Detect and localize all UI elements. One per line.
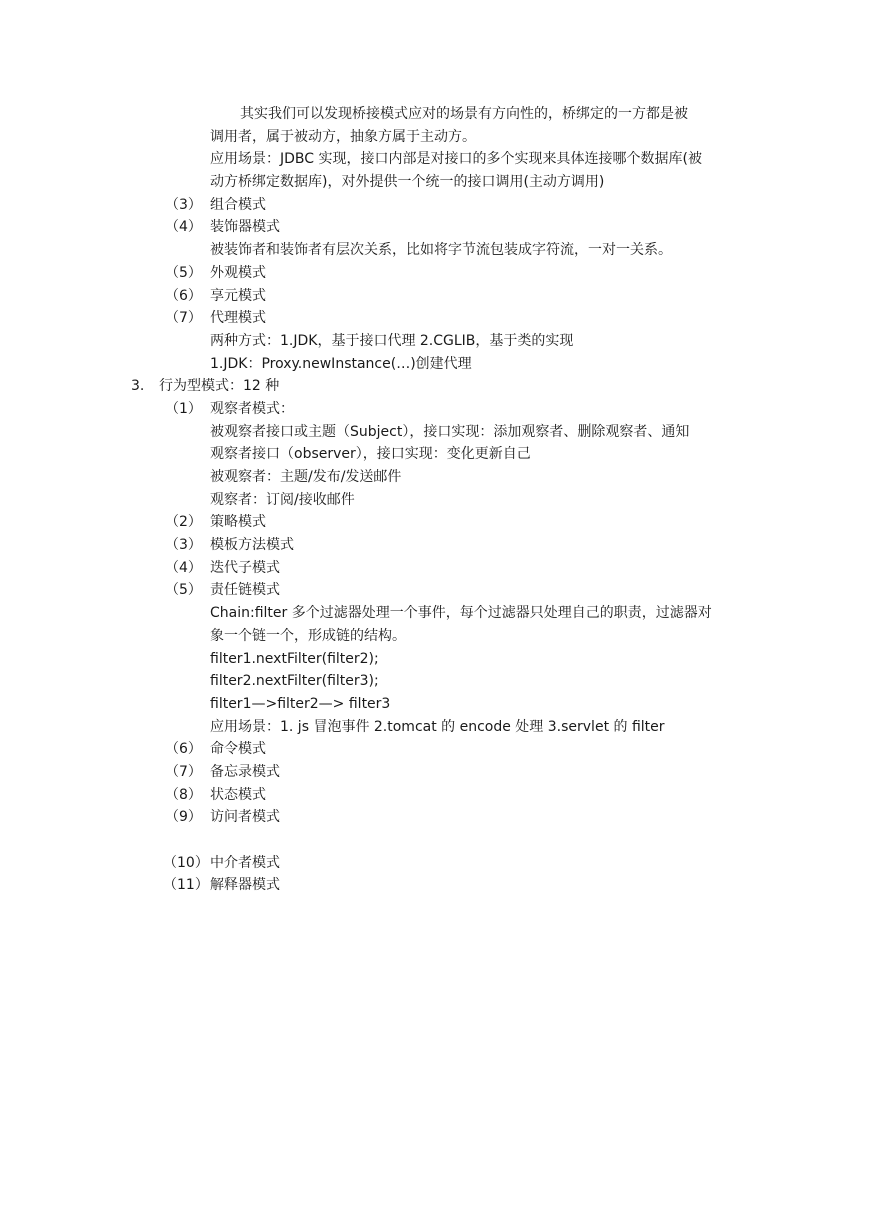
list-item [0, 874, 869, 897]
list-item [0, 285, 869, 308]
item-number: （6） [165, 287, 202, 304]
paragraph-text: 动方桥绑定数据库)，对外提供一个统一的接口调用(主动方调用) [210, 174, 605, 191]
section-title: 行为型模式：12 种 [159, 378, 280, 395]
code-text: filter1—>filter2—> filter3 [210, 695, 391, 712]
item-description [0, 602, 869, 625]
list-item [0, 761, 869, 784]
item-number: （7） [165, 763, 202, 780]
item-label: 代理模式 [210, 310, 266, 327]
item-number: （11） [163, 877, 209, 894]
bridge-usecase-line [0, 148, 869, 171]
item-label: 访问者模式 [210, 809, 280, 826]
item-number: （7） [165, 310, 202, 327]
list-item [0, 784, 869, 807]
item-description [0, 489, 869, 512]
item-label: 中介者模式 [210, 854, 280, 871]
item-number: （8） [165, 786, 202, 803]
item-label: 组合模式 [210, 196, 266, 213]
list-item [0, 307, 869, 330]
bridge-paragraph-line [0, 126, 869, 149]
item-description [0, 239, 869, 262]
item-number: （5） [165, 264, 202, 281]
list-item [0, 534, 869, 557]
item-label: 命令模式 [210, 741, 266, 758]
item-number: （9） [165, 809, 202, 826]
item-label: 迭代子模式 [210, 559, 280, 576]
item-number: （2） [165, 514, 202, 531]
description-text: 两种方式：1.JDK，基于接口代理 2.CGLIB，基于类的实现 [210, 332, 574, 349]
code-line [0, 693, 869, 716]
description-text: Chain:filter 多个过滤器处理一个事件，每个过滤器只处理自己的职责，过滤器对 [210, 605, 712, 622]
bridge-usecase-line [0, 171, 869, 194]
item-label: 外观模式 [210, 264, 266, 281]
description-text: 应用场景：1. js 冒泡事件 2.tomcat 的 encode 处理 3.servlet 的 filter [210, 718, 665, 735]
description-text: 象一个链一个，形成链的结构。 [210, 627, 406, 644]
list-item [0, 216, 869, 239]
code-line [0, 670, 869, 693]
description-text: 被观察者：主题/发布/发送邮件 [210, 469, 402, 485]
item-number: （4） [165, 219, 202, 236]
code-line [0, 648, 869, 671]
list-item [0, 398, 869, 421]
item-description [0, 443, 869, 466]
item-label: 享元模式 [210, 287, 266, 304]
description-text: 被观察者接口或主题（Subject），接口实现：添加观察者、删除观察者、通知 [210, 423, 690, 440]
list-item [0, 511, 869, 534]
section-heading [0, 375, 869, 398]
item-number: （6） [165, 741, 202, 758]
item-label: 解释器模式 [210, 877, 280, 894]
description-text: 1.JDK：Proxy.newInstance(…)创建代理 [210, 355, 472, 372]
item-description [0, 716, 869, 739]
item-label: 策略模式 [210, 514, 266, 531]
document-body [0, 103, 869, 897]
item-label: 责任链模式 [210, 582, 280, 599]
item-description [0, 625, 869, 648]
list-item [0, 806, 869, 829]
paragraph-text: 其实我们可以发现桥接模式应对的场景有方向性的，桥绑定的一方都是被 [240, 106, 688, 122]
item-label: 模板方法模式 [210, 537, 294, 554]
list-item [0, 738, 869, 761]
item-description [0, 330, 869, 353]
item-number: （5） [165, 582, 202, 599]
bridge-paragraph-line [0, 103, 869, 126]
item-description [0, 466, 869, 489]
item-number: （10） [163, 854, 209, 871]
section-number: 3. [131, 378, 145, 395]
paragraph-text: 应用场景：JDBC 实现，接口内部是对接口的多个实现来具体连接哪个数据库(被 [210, 151, 702, 168]
code-text: filter1.nextFilter(filter2); [210, 650, 379, 667]
item-number: （3） [165, 196, 202, 213]
item-label: 备忘录模式 [210, 763, 280, 780]
item-number: （3） [165, 537, 202, 554]
paragraph-text: 调用者，属于被动方，抽象方属于主动方。 [210, 128, 476, 145]
item-description [0, 421, 869, 444]
description-text: 观察者：订阅/接收邮件 [210, 491, 355, 508]
item-description [0, 353, 869, 376]
list-item [0, 262, 869, 285]
list-item [0, 579, 869, 602]
list-item [0, 557, 869, 580]
list-item [0, 194, 869, 217]
item-number: （1） [165, 400, 202, 417]
description-text: 观察者接口（observer），接口实现：变化更新自己 [210, 446, 531, 463]
description-text: 被装饰者和装饰者有层次关系，比如将字节流包装成字符流，一对一关系。 [210, 242, 672, 259]
item-label: 装饰器模式 [210, 219, 280, 236]
blank-line [0, 829, 869, 852]
item-label: 观察者模式： [210, 400, 294, 417]
item-number: （4） [165, 559, 202, 576]
list-item [0, 852, 869, 875]
code-text: filter2.nextFilter(filter3); [210, 673, 379, 690]
item-label: 状态模式 [210, 786, 266, 803]
